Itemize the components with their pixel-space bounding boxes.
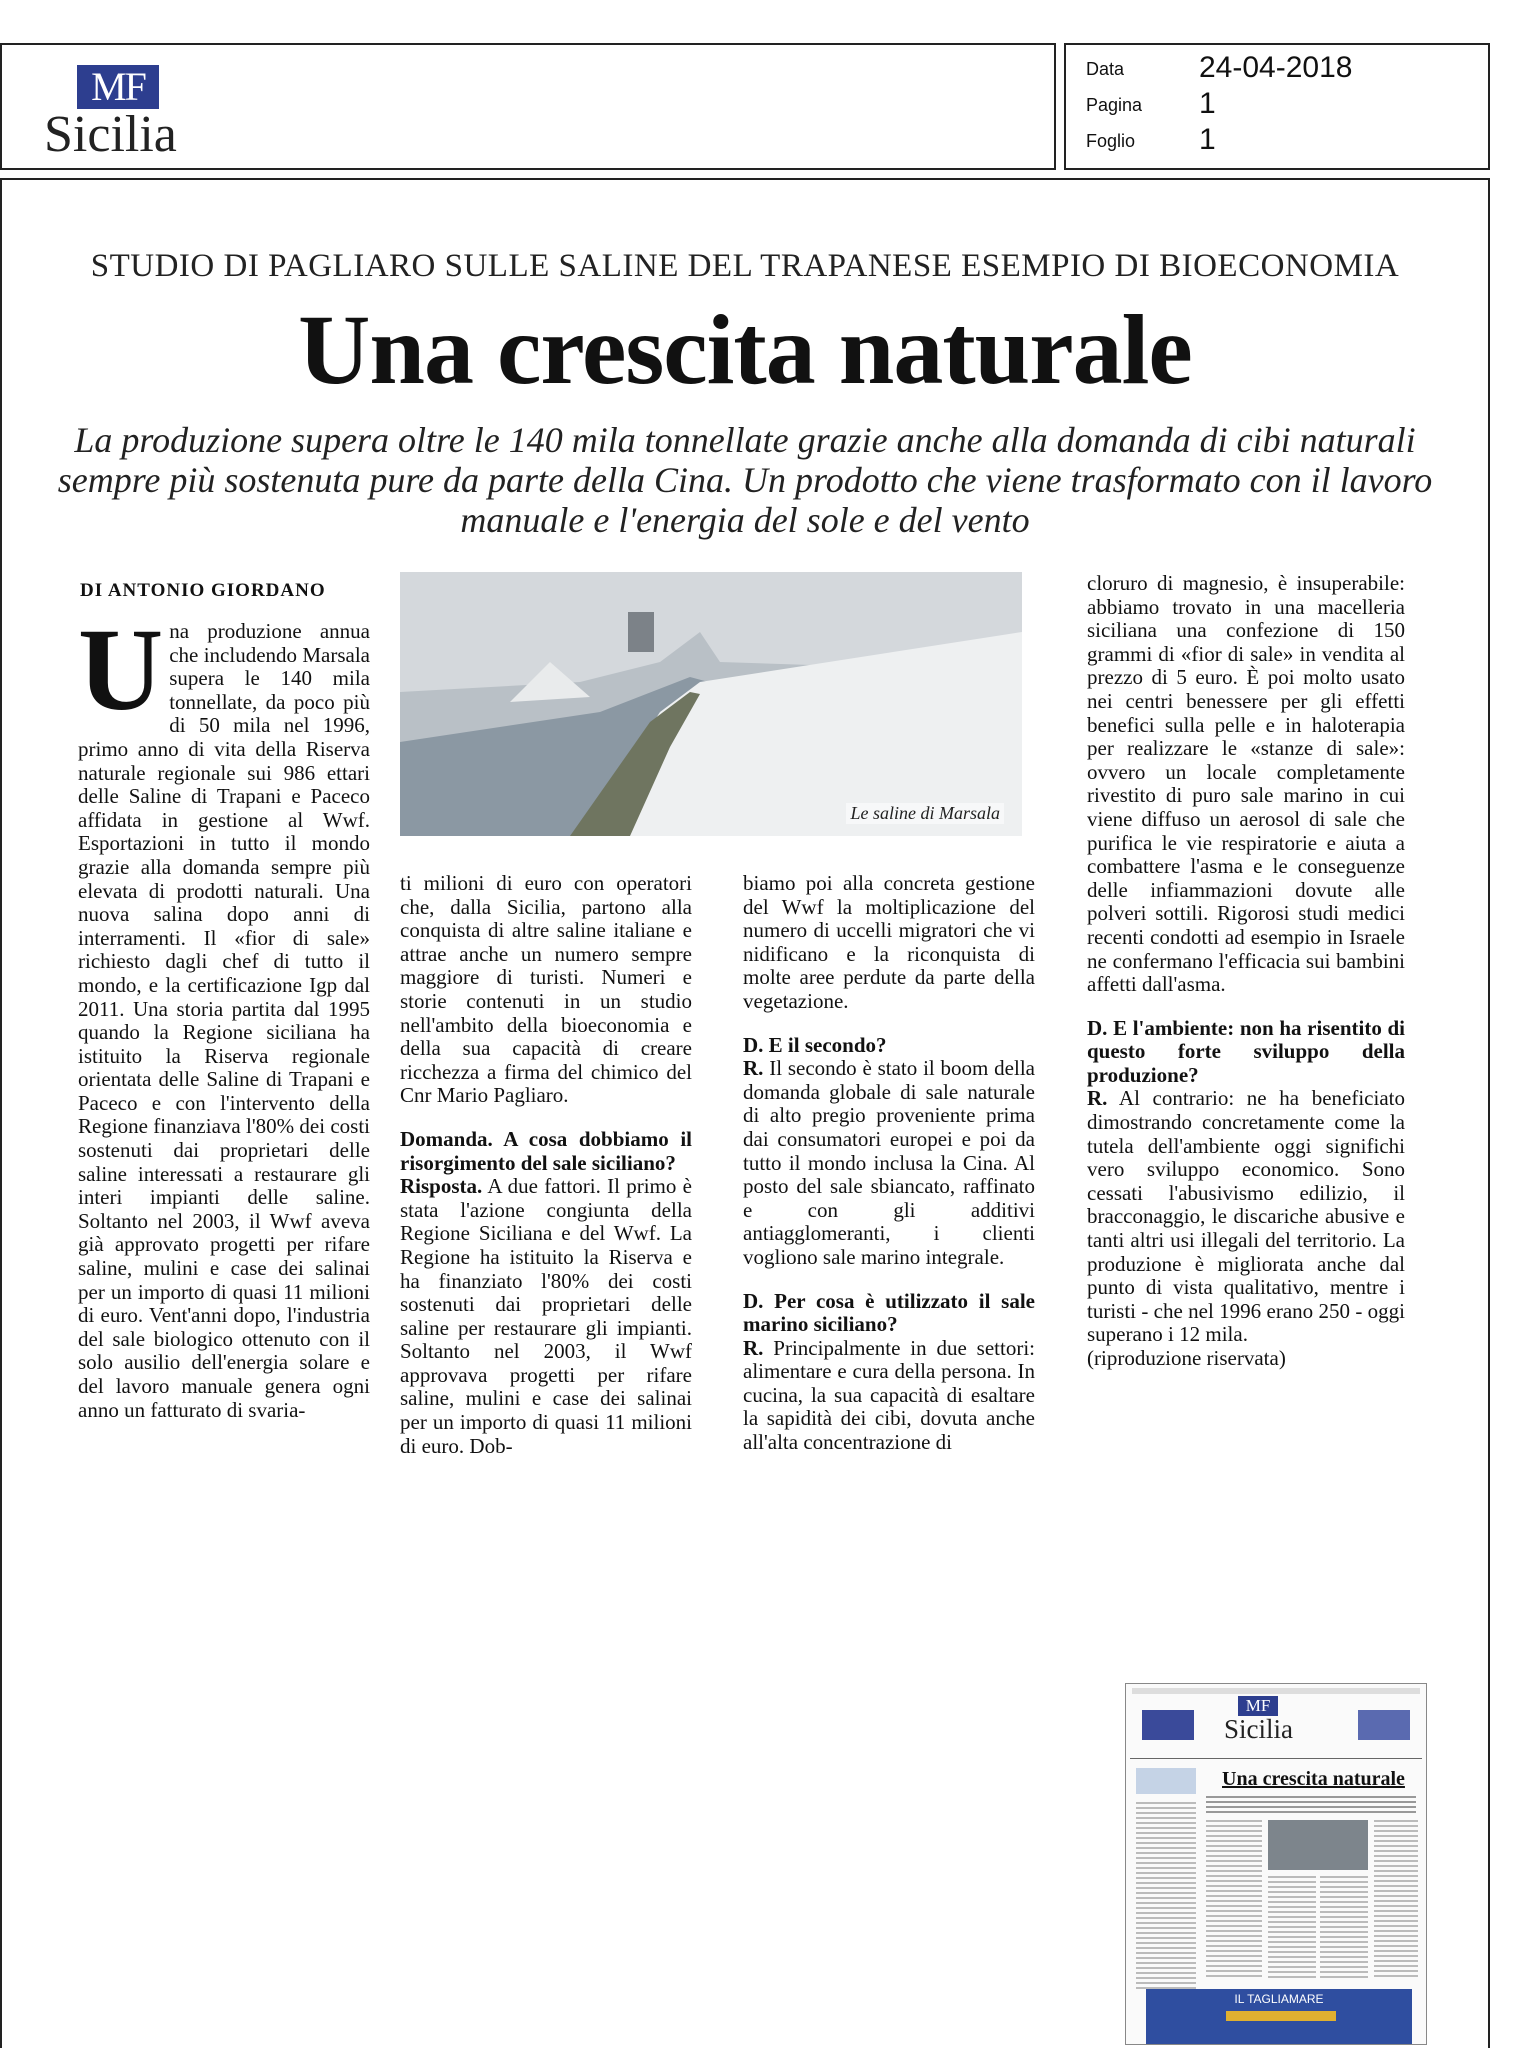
thumb-headline: Una crescita naturale (1222, 1768, 1405, 1790)
question-1: Domanda. A cosa dobbiamo il risorgimento del sale siciliano? (400, 1126, 692, 1175)
paragraph: ti milioni di euro con operatori che, dalla Sicilia, partono alla conquista di altre saline italiane e attrae anche un numero sempre maggiore di turisti. Numeri e storie contenuti in un studio nell'ambito della bioeconomia e della sua capacità di creare ricchezza a firma del chimico del Cnr Mario Pagliaro. (400, 871, 692, 1108)
question-3: D. Per cosa è utilizzato il sale marino siciliano? (743, 1288, 1035, 1337)
column-1-text: na produzione annua che includendo Marsala supera le 140 mila tonnellate, da poco più di 50 mila nel 1996, primo anno di vita della Riserva naturale regionale sui 986 ettari delle Saline di Trapani e Paceco affidata in gestione al Wwf. Esportazioni in tutto il mondo grazie alla domanda sempre più elevata di prodotti naturali. Una nuova salina dopo anni di interramenti. Il «fior di sale» richiesto dagli chef di tutto il mondo, e la certificazione Igp dal 2011. Una storia partita dal 1995 quando la Regione siciliana ha istituito la Riserva regionale orientata delle Saline di Trapani e Paceco e con l'intervento della Regione finanziava l'80% dei costi sostenuti dai proprietari delle saline interessati a restaurare gli interi impianti delle saline. Soltanto nel 2003, il Wwf aveva già approvato progetti per rifare saline, mulini e case dei salinai per un importo di quasi 11 milioni di euro. Vent'anni dopo, l'industria del sale biologico ottenuto con il solo ausilio dell'energia solare e del lavoro manuale genera ogni anno un fatturato di svaria- (78, 619, 370, 1422)
column-3 (743, 872, 1035, 1455)
article-headline: Una crescita naturale (298, 294, 1192, 405)
paragraph: biamo poi alla concreta gestione del Wwf la moltiplicazione del numero di uccelli migratori che vi nidificano e la riconquista di molte aree perdute da parte della vegetazione. (743, 871, 1035, 1013)
thumb-mf-logo: MF (1238, 1696, 1278, 1716)
article-subhead: La produzione supera oltre le 140 mila tonnellate grazie anche alla domanda di cibi naturali sempre più sostenuta pure da parte della Cina. Un prodotto che viene trasformato con il lavoro manuale e l'energia del sole e del vento (57, 420, 1433, 540)
byline: DI ANTONIO GIORDANO (80, 580, 326, 601)
column-2 (400, 872, 692, 1458)
column-1 (78, 604, 370, 1422)
thumb-ad-right (1358, 1710, 1410, 1740)
thumb-topline (1132, 1688, 1420, 1694)
thumb-masthead: Sicilia (1224, 1714, 1293, 1744)
thumb-ad-left (1142, 1710, 1194, 1740)
answer-text: Al contrario: ne ha beneficiato dimostrando concretamente come la tutela dell'ambiente oggi significhi vero sviluppo economico. Sono cessati l'abusivismo edilizio, il bracconaggio, le discariche abusive e tanti altri usi illegali del territorio. La produzione è migliorata anche dal punto di vista qualitativo, mentre i turisti - che nel 1996 erano 250 - oggi superano i 12 mila. (1087, 1086, 1405, 1347)
thumb-photo (1268, 1820, 1368, 1870)
masthead-box (0, 43, 1056, 170)
paragraph (78, 604, 370, 1422)
answer-text: Principalmente in due settori: alimentare e cura della persona. In cucina, la sua capacità di esaltare la sapidità dei cibi, dovuta anche all'alta concentrazione di (743, 1335, 1035, 1455)
info-label: Data (1086, 59, 1125, 79)
answer-4 (1087, 1087, 1405, 1347)
column-4 (1087, 572, 1405, 1371)
masthead-name: Sicilia (44, 106, 177, 163)
answer-3 (743, 1337, 1035, 1455)
info-value: 1 (1199, 123, 1216, 156)
answer-text: Il secondo è stato il boom della domanda globale di sale naturale di alto pregio proveniente prima dai consumatori europei e poi da tutto il mondo inclusa la Cina. Al posto del sale sbiancato, raffinato e con gli additivi antiagglomeranti, i clienti vogliono sale marino integrale. (743, 1056, 1035, 1269)
saline-photo (400, 572, 1022, 836)
info-value: 24-04-2018 (1199, 51, 1353, 84)
thumb-advert-title: IL TAGLIAMARE (1234, 1992, 1324, 2006)
info-label: Foglio (1086, 131, 1136, 151)
answer-2 (743, 1057, 1035, 1269)
thumb-advert (1146, 1989, 1412, 2044)
saline-illustration (400, 572, 1022, 836)
thumb-col-3 (1320, 1876, 1368, 1980)
info-row-date (1086, 51, 1476, 87)
info-value: 1 (1199, 87, 1216, 120)
thumb-col-1 (1206, 1820, 1262, 1980)
thumb-col-2 (1268, 1876, 1316, 1980)
question-2: D. E il secondo? (743, 1032, 887, 1057)
answer-label: R. (743, 1056, 764, 1081)
paragraph: cloruro di magnesio, è insuperabile: abbiamo trovato in una macelleria siciliana una confezione di 150 grammi di «fior di sale» in vendita al prezzo di 5 euro. È poi molto usato nei centri benessere per gli effetti benefici sulla pelle e in haloterapia per realizzare le «stanze di sale»: ovvero un locale completamente rivestito di puro sale marino in cui viene diffuso un aerosol di sale che purifica le vie respiratorie e aiuta a combattere l'asma e le conseguenze delle infiammazioni dovute alle polveri sottili. Rigorosi studi medici recenti condotti ad esempio in Israele ne confermano l'efficacia sui bambini affetti dall'asma. (1087, 571, 1405, 997)
rights-notice: (riproduzione riservata) (1087, 1346, 1286, 1370)
info-row-sheet (1086, 123, 1476, 159)
photo-caption: Le saline di Marsala (846, 803, 1004, 824)
answer-text: A due fattori. Il primo è stata l'azione congiunta della Regione Siciliana e del Wwf. La Regione ha istituito la Riserva e ha finanziato l'80% dei costi sostenuti dai proprietari delle saline per restaurare gli impianti. Soltanto nel 2003, il Wwf approvava progetti per rifare saline, mulini e case dei salinai per un importo di quasi 11 milioni di euro. Dob- (400, 1174, 692, 1458)
dropcap: U (78, 604, 164, 735)
info-row-page (1086, 87, 1476, 123)
info-label: Pagina (1086, 95, 1143, 115)
answer-label: R. (743, 1335, 764, 1360)
thumb-col-4 (1374, 1820, 1418, 1980)
thumb-text-sidebar (1136, 1802, 1196, 1992)
answer-label: R. (1087, 1086, 1108, 1111)
answer-label: Risposta. (400, 1174, 483, 1199)
article-kicker: STUDIO DI PAGLIARO SULLE SALINE DEL TRAPANESE ESEMPIO DI BIOECONOMIA (90, 248, 1400, 284)
thumb-subhead (1206, 1796, 1416, 1814)
mf-logo: MF (77, 65, 159, 109)
page-thumbnail (1125, 1683, 1427, 2045)
answer-1 (400, 1175, 692, 1458)
thumb-rule (1130, 1758, 1422, 1759)
thumb-sidebar-box (1136, 1768, 1196, 1794)
thumb-advert-banner (1226, 2011, 1336, 2021)
info-box (1064, 43, 1490, 170)
question-4: D. E l'ambiente: non ha risentito di questo forte sviluppo della produzione? (1087, 1015, 1405, 1087)
